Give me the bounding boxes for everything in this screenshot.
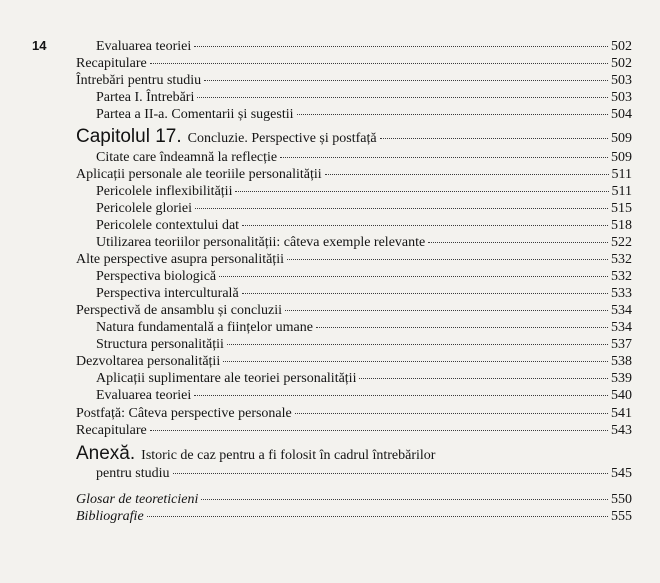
toc-entry-title: Pericolele contextului dat: [96, 218, 240, 233]
toc-entry[interactable]: [96, 336, 632, 354]
toc-entry-title: Recapitulare: [76, 56, 147, 71]
toc-entry-title: Pericolele inflexibilității: [96, 184, 233, 199]
dot-leader: [359, 378, 608, 379]
toc-entry-title: Pericolele gloriei: [96, 201, 193, 216]
toc-entry[interactable]: [96, 106, 632, 124]
toc-entry[interactable]: [96, 89, 632, 107]
dot-leader: [297, 114, 609, 115]
toc-entry[interactable]: [76, 72, 632, 90]
dot-leader: [285, 310, 608, 311]
toc-entry-title: Evaluarea teoriei: [96, 388, 192, 403]
dot-leader: [428, 242, 608, 243]
toc-entry-page: 555: [611, 509, 632, 524]
dot-leader: [223, 361, 608, 362]
toc-entry[interactable]: [96, 149, 632, 167]
toc-entry-title: Aplicații suplimentare ale teoriei personalității: [96, 371, 357, 386]
toc-entry-page: 534: [611, 320, 632, 335]
toc-entry-title: Partea I. Întrebări: [96, 90, 195, 105]
toc-entry-page: 532: [611, 252, 632, 267]
toc-entry-title: Bibliografie: [76, 509, 144, 524]
toc-entry-title: Partea a II-a. Comentarii și sugestii: [96, 107, 294, 122]
toc-entry-page: 539: [611, 371, 632, 386]
toc-entry[interactable]: [96, 217, 632, 235]
toc-entry-title: Recapitulare: [76, 423, 147, 438]
toc-entry[interactable]: [96, 183, 632, 201]
toc-entry-title: Aplicații personale ale teoriile personalității: [76, 167, 322, 182]
toc-entry-page: 540: [611, 388, 632, 403]
toc-entry-title: Evaluarea teoriei: [96, 39, 192, 54]
toc-entry[interactable]: [96, 370, 632, 388]
dot-leader: [242, 225, 608, 226]
toc-entry-page: 504: [611, 107, 632, 122]
toc-entry-page: 502: [611, 56, 632, 71]
toc-entry-title: Citate care îndeamnă la reflecție: [96, 150, 278, 165]
toc-entry-page: 503: [611, 73, 632, 88]
toc-entry-title: Glosar de teoreticieni: [76, 492, 199, 507]
toc-entry[interactable]: [76, 405, 632, 423]
dot-leader: [201, 499, 608, 500]
toc-entry-page: 515: [611, 201, 632, 216]
toc-entry-title: Întrebări pentru studiu: [76, 73, 202, 88]
chapter-heading[interactable]: [76, 126, 632, 148]
annex-label: Anexă.: [76, 443, 136, 464]
dot-leader: [195, 208, 608, 209]
toc-entry-page: 503: [611, 90, 632, 105]
toc-entry-page: 543: [611, 423, 632, 438]
dot-leader: [204, 80, 608, 81]
toc-entry-title: Natura fundamentală a ființelor umane: [96, 320, 313, 335]
toc-entry[interactable]: [76, 508, 632, 526]
toc-entry-title: Perspectiva interculturală: [96, 286, 239, 301]
dot-leader: [173, 473, 609, 474]
chapter-title: Concluzie. Perspective și postfață: [187, 131, 377, 146]
annex-heading[interactable]: [76, 443, 435, 465]
toc-entry-page: 550: [611, 492, 632, 507]
toc-entry-title: Perspectivă de ansamblu și concluzii: [76, 303, 283, 318]
toc-entry[interactable]: [76, 166, 632, 184]
toc-entry[interactable]: [96, 319, 632, 337]
toc-entry-page: 522: [611, 235, 632, 250]
dot-leader: [150, 63, 608, 64]
dot-leader: [380, 138, 608, 139]
dot-leader: [227, 344, 608, 345]
chapter-page: 509: [611, 131, 632, 146]
toc-entry-title: Utilizarea teoriilor personalității: câteva exemple relevante: [96, 235, 426, 250]
annex-title-line1: Istoric de caz pentru a fi folosit în cadrul întrebărilor: [141, 448, 436, 463]
toc-entry[interactable]: [76, 55, 632, 73]
toc-entry[interactable]: [76, 302, 632, 320]
toc-entry[interactable]: [96, 465, 632, 483]
annex-title-line2: pentru studiu: [96, 466, 170, 481]
dot-leader: [194, 395, 608, 396]
toc-entry-title: Perspectiva biologică: [96, 269, 217, 284]
toc-entry-page: 533: [611, 286, 632, 301]
toc-entry[interactable]: [96, 268, 632, 286]
toc-entry-page: 518: [611, 218, 632, 233]
toc-entry[interactable]: [76, 491, 632, 509]
dot-leader: [242, 293, 608, 294]
toc-entry[interactable]: [96, 200, 632, 218]
toc-entry-page: 511: [611, 184, 632, 199]
dot-leader: [219, 276, 608, 277]
annex-page: 545: [611, 466, 632, 481]
dot-leader: [197, 97, 608, 98]
dot-leader: [150, 430, 608, 431]
dot-leader: [147, 516, 608, 517]
dot-leader: [295, 413, 608, 414]
page-number: 14: [32, 38, 47, 53]
dot-leader: [194, 46, 608, 47]
toc-entry-page: 534: [611, 303, 632, 318]
dot-leader: [235, 191, 608, 192]
toc-entry[interactable]: [76, 422, 632, 440]
toc-entry-page: 541: [611, 406, 632, 421]
toc-entry-page: 538: [611, 354, 632, 369]
toc-entry-title: Structura personalității: [96, 337, 224, 352]
chapter-label: Capitolul 17.: [76, 126, 182, 147]
toc-entry-page: 537: [611, 337, 632, 352]
toc-entry-title: Postfață: Câteva perspective personale: [76, 406, 292, 421]
toc-entry-title: Dezvoltarea personalității: [76, 354, 221, 369]
dot-leader: [280, 157, 608, 158]
toc-entry[interactable]: [96, 234, 632, 252]
toc-entry-page: 502: [611, 39, 632, 54]
toc-entry-title: Alte perspective asupra personalității: [76, 252, 284, 267]
toc-entry-page: 511: [611, 167, 632, 182]
dot-leader: [316, 327, 608, 328]
toc-entry-page: 509: [611, 150, 632, 165]
toc-entry[interactable]: [76, 353, 632, 371]
dot-leader: [325, 174, 609, 175]
toc-entry[interactable]: [76, 251, 632, 269]
dot-leader: [287, 259, 608, 260]
toc-entry[interactable]: [96, 387, 632, 405]
toc-entry[interactable]: [96, 38, 632, 56]
toc-entry-page: 532: [611, 269, 632, 284]
toc-entry[interactable]: [96, 285, 632, 303]
